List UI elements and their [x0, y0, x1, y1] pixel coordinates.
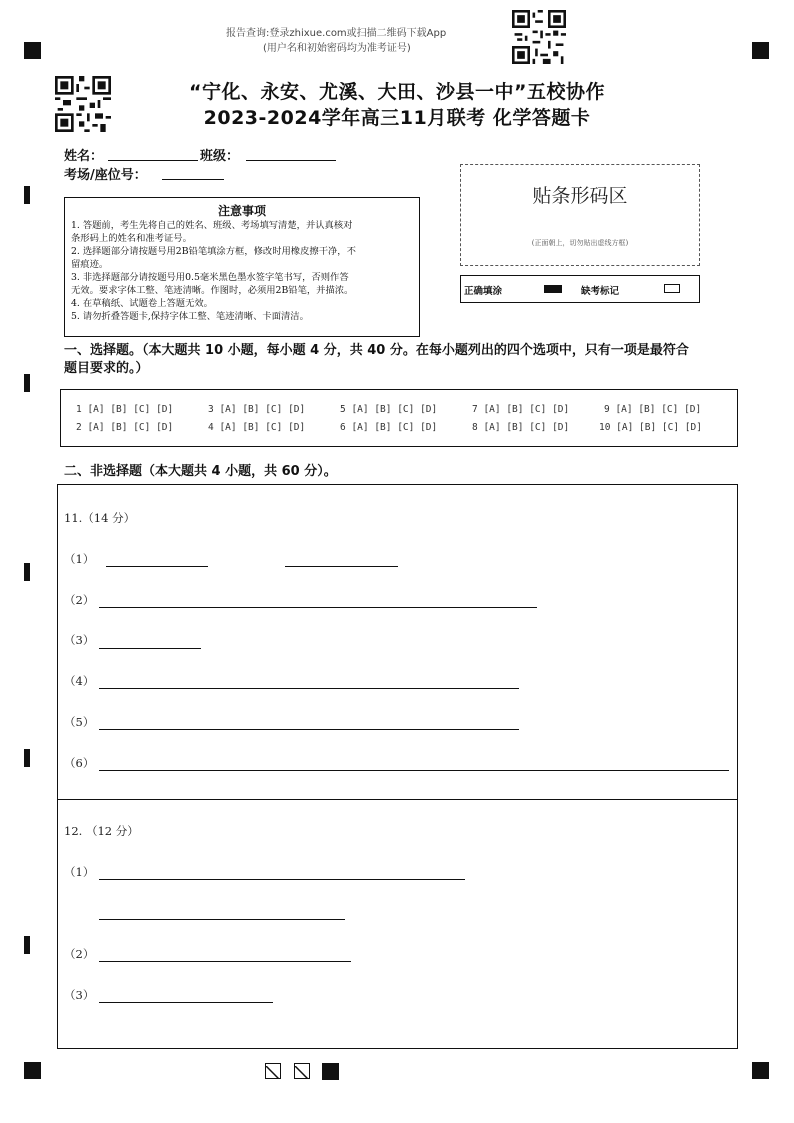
corner-mark-bottom-right — [752, 1062, 769, 1079]
choice-item-6[interactable]: 6 [A] [B] [C] [D] — [340, 422, 438, 433]
name-label: 姓名： — [64, 149, 104, 164]
q12-part-3-label: （3） — [64, 988, 95, 1002]
question-12-box — [57, 799, 738, 1049]
q12-part-2-label: （2） — [64, 947, 95, 961]
report-query-text: 报告查询:登录zhixue.com或扫描二维码下载App — [226, 28, 447, 39]
notice-line: 留痕迹。 — [71, 259, 109, 270]
q11-part-6-answer[interactable] — [99, 770, 729, 771]
side-mark — [24, 186, 30, 204]
seat-label: 考场/座位号： — [64, 168, 147, 183]
q12-part-1-answer-b[interactable] — [99, 919, 345, 920]
barcode-area-note: (正面朝上，切勿贴出虚线方框) — [531, 239, 629, 247]
seat-field[interactable] — [162, 179, 224, 180]
notice-line: 无效。要求字体工整、笔迹清晰。作图时，必须用2B铅笔，并描浓。 — [71, 285, 354, 296]
name-field[interactable] — [108, 160, 198, 161]
q11-part-2-answer[interactable] — [99, 607, 537, 608]
report-query-subtext: (用户名和初始密码均为准考证号) — [263, 43, 411, 54]
choice-item-7[interactable]: 7 [A] [B] [C] [D] — [472, 404, 570, 415]
question-11-box — [57, 484, 738, 800]
correct-fill-label: 正确填涂 — [464, 286, 503, 297]
barcode-area[interactable] — [460, 164, 700, 266]
q12-part-2-answer[interactable] — [99, 961, 351, 962]
choice-item-3[interactable]: 3 [A] [B] [C] [D] — [208, 404, 306, 415]
section2-heading: 二、非选择题（本大题共 4 小题，共 60 分）。 — [64, 464, 337, 479]
fill-example-box — [460, 275, 700, 303]
q11-part-5-label: （5） — [64, 715, 95, 729]
q11-part-1-answer-b[interactable] — [285, 566, 398, 567]
barcode-area-title: 贴条形码区 — [532, 185, 628, 207]
notice-box — [64, 197, 420, 337]
choice-item-9[interactable]: 9 [A] [B] [C] [D] — [604, 404, 702, 415]
q11-part-5-answer[interactable] — [99, 729, 519, 730]
q11-part-4-answer[interactable] — [99, 688, 519, 689]
q11-part-3-answer[interactable] — [99, 648, 201, 649]
q11-part-3-label: （3） — [64, 633, 95, 647]
side-mark — [24, 749, 30, 767]
side-mark — [24, 936, 30, 954]
notice-line: 5. 请勿折叠答题卡,保持字体工整、笔迹清晰、卡面清洁。 — [71, 311, 309, 322]
choice-item-4[interactable]: 4 [A] [B] [C] [D] — [208, 422, 306, 433]
choice-item-1[interactable]: 1 [A] [B] [C] [D] — [76, 404, 174, 415]
notice-line: 1. 答题前，考生先将自己的姓名、班级、考场填写清楚，并认真核对 — [71, 220, 353, 231]
page-mark-filled — [322, 1063, 339, 1080]
q11-part-1-answer-a[interactable] — [106, 566, 208, 567]
side-mark — [24, 374, 30, 392]
notice-line: 2. 选择题部分请按题号用2B铅笔填涂方框，修改时用橡皮擦干净，不 — [71, 246, 356, 257]
corner-mark-top-left — [24, 42, 41, 59]
q11-part-1-label: （1） — [64, 552, 95, 566]
page-title-line2: 2023-2024学年高三11月联考 化学答题卡 — [203, 107, 591, 129]
page-mark-box — [265, 1063, 281, 1079]
q12-part-3-answer[interactable] — [99, 1002, 273, 1003]
question-11-title: 11.（14 分） — [64, 511, 136, 525]
app-qr-code[interactable] — [512, 10, 566, 64]
q12-part-1-answer-a[interactable] — [99, 879, 465, 880]
q12-part-1-label: （1） — [64, 865, 95, 879]
q11-part-4-label: （4） — [64, 674, 95, 688]
section1-heading — [64, 342, 744, 378]
notice-line: 条形码上的姓名和准考证号。 — [71, 233, 192, 244]
absent-mark-checkbox[interactable] — [664, 284, 680, 293]
choice-item-5[interactable]: 5 [A] [B] [C] [D] — [340, 404, 438, 415]
q11-part-2-label: （2） — [64, 593, 95, 607]
corner-mark-top-right — [752, 42, 769, 59]
page-mark-box — [294, 1063, 310, 1079]
section1-heading-line1: 一、选择题。（本大题共 10 小题，每小题 4 分，共 40 分。在每小题列出的四个选项中，只有一项是最符合 — [64, 343, 689, 358]
page-title-line1: “宁化、永安、尤溪、大田、沙县一中”五校协作 — [189, 81, 605, 103]
notice-line: 4. 在草稿纸、试题卷上答题无效。 — [71, 298, 213, 309]
class-label: 班级： — [200, 149, 240, 164]
corner-mark-bottom-left — [24, 1062, 41, 1079]
absent-mark-label: 缺考标记 — [581, 286, 620, 297]
notice-title: 注意事项 — [217, 204, 266, 218]
choice-item-2[interactable]: 2 [A] [B] [C] [D] — [76, 422, 174, 433]
multiple-choice-box — [60, 389, 738, 447]
class-field[interactable] — [246, 160, 336, 161]
notice-line: 3. 非选择题部分请按题号用0.5毫米黑色墨水签字笔书写，否则作答 — [71, 272, 349, 283]
correct-fill-sample — [544, 285, 562, 293]
choice-item-10[interactable]: 10 [A] [B] [C] [D] — [599, 422, 702, 433]
section1-heading-line2: 题目要求的。） — [64, 361, 149, 376]
choice-item-8[interactable]: 8 [A] [B] [C] [D] — [472, 422, 570, 433]
q11-part-6-label: （6） — [64, 756, 95, 770]
question-12-title: 12. （12 分） — [64, 824, 139, 838]
side-mark — [24, 563, 30, 581]
